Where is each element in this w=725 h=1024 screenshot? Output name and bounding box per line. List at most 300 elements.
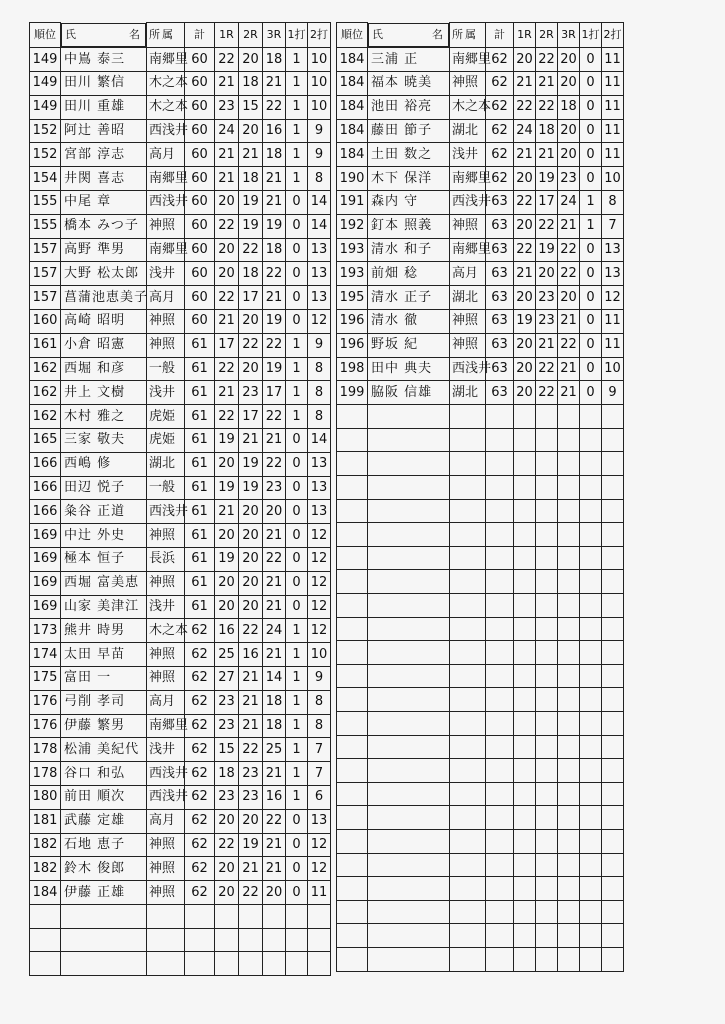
round3-cell: 21 [558, 214, 580, 238]
table-row [337, 238, 624, 262]
tiebreak2-cell: 10 [602, 357, 624, 381]
total-cell: 61 [185, 333, 215, 357]
tiebreak1-cell: 0 [580, 72, 602, 96]
total-cell: 62 [486, 95, 514, 119]
table-row [30, 738, 331, 762]
total-cell: 63 [486, 214, 514, 238]
tiebreak2-cell: 11 [602, 143, 624, 167]
round3-cell: 22 [263, 95, 286, 119]
empty-cell [536, 452, 558, 476]
tiebreak1-cell: 1 [286, 643, 308, 667]
round2-cell: 21 [239, 690, 263, 714]
empty-cell [486, 829, 514, 853]
total-cell: 62 [185, 786, 215, 810]
empty-cell [558, 452, 580, 476]
empty-cell [602, 947, 624, 971]
empty-cell [486, 594, 514, 618]
empty-cell [558, 877, 580, 901]
empty-cell [337, 900, 368, 924]
empty-cell [263, 904, 286, 928]
empty-cell [580, 523, 602, 547]
empty-cell [536, 523, 558, 547]
round2-cell: 16 [239, 643, 263, 667]
tiebreak1-cell: 0 [580, 95, 602, 119]
empty-cell [61, 952, 147, 976]
round2-cell: 22 [239, 881, 263, 905]
round2-cell: 20 [239, 524, 263, 548]
empty-cell [368, 711, 450, 735]
name-cell: 田辺 悦子 [61, 476, 147, 500]
empty-cell [185, 904, 215, 928]
table-row [30, 595, 331, 619]
total-cell: 61 [185, 476, 215, 500]
tiebreak2-cell: 13 [602, 262, 624, 286]
table-row [337, 191, 624, 215]
round1-cell: 20 [514, 214, 536, 238]
table-row [30, 714, 331, 738]
empty-cell [602, 546, 624, 570]
rank-cell: 176 [30, 690, 61, 714]
tiebreak1-cell: 0 [286, 476, 308, 500]
empty-cell [602, 428, 624, 452]
empty-row [337, 664, 624, 688]
total-cell: 63 [486, 191, 514, 215]
empty-cell [450, 877, 486, 901]
club-cell: 木之本 [147, 72, 185, 96]
empty-cell [514, 570, 536, 594]
club-cell: 神照 [450, 214, 486, 238]
rank-cell: 152 [30, 119, 61, 143]
empty-cell [368, 806, 450, 830]
rank-cell: 184 [337, 95, 368, 119]
table-row [337, 310, 624, 334]
tiebreak2-cell: 12 [308, 833, 331, 857]
round2-cell: 21 [536, 143, 558, 167]
tiebreak1-cell: 0 [580, 238, 602, 262]
tiebreak1-cell: 1 [286, 48, 308, 72]
rank-cell: 178 [30, 762, 61, 786]
tiebreak1-cell: 0 [286, 191, 308, 215]
empty-cell [602, 617, 624, 641]
tiebreak1-cell: 0 [580, 357, 602, 381]
round1-cell: 22 [215, 833, 239, 857]
results-table-left [29, 22, 331, 976]
empty-cell [30, 952, 61, 976]
rank-cell: 169 [30, 595, 61, 619]
tiebreak2-cell: 12 [308, 595, 331, 619]
header-r3: 3R [558, 23, 580, 48]
empty-cell [602, 924, 624, 948]
empty-cell [558, 759, 580, 783]
round2-cell: 18 [239, 262, 263, 286]
table-row [337, 333, 624, 357]
empty-cell [368, 476, 450, 500]
tiebreak1-cell: 0 [580, 48, 602, 72]
round3-cell: 20 [558, 48, 580, 72]
rank-cell: 173 [30, 619, 61, 643]
club-cell: 木之本 [450, 95, 486, 119]
club-cell: 南郷里 [450, 238, 486, 262]
empty-cell [486, 759, 514, 783]
total-cell: 60 [185, 214, 215, 238]
round1-cell: 20 [514, 357, 536, 381]
empty-cell [536, 617, 558, 641]
name-cell: 菖蒲池恵美子 [61, 286, 147, 310]
rank-cell: 155 [30, 191, 61, 215]
empty-cell [30, 928, 61, 952]
name-cell: 高崎 昭明 [61, 310, 147, 334]
round1-cell: 20 [215, 262, 239, 286]
table-row [337, 48, 624, 72]
club-cell: 湖北 [450, 119, 486, 143]
empty-cell [580, 664, 602, 688]
club-cell: 長浜 [147, 548, 185, 572]
round3-cell: 24 [558, 191, 580, 215]
name-cell: 弓削 孝司 [61, 690, 147, 714]
empty-cell [514, 853, 536, 877]
tiebreak1-cell: 0 [286, 548, 308, 572]
club-cell: 木之本 [147, 95, 185, 119]
empty-cell [558, 617, 580, 641]
header-tie2: 2打 [308, 23, 331, 48]
name-cell: 井関 喜志 [61, 167, 147, 191]
club-cell: 神照 [147, 310, 185, 334]
table-row [30, 286, 331, 310]
name-cell: 富田 一 [61, 667, 147, 691]
empty-cell [514, 900, 536, 924]
tiebreak2-cell: 8 [308, 690, 331, 714]
empty-cell [337, 829, 368, 853]
round1-cell: 15 [215, 738, 239, 762]
rank-cell: 184 [337, 143, 368, 167]
empty-cell [337, 877, 368, 901]
club-cell: 浅井 [147, 262, 185, 286]
results-sheet [29, 22, 623, 978]
tiebreak1-cell: 1 [286, 690, 308, 714]
empty-cell [486, 405, 514, 429]
empty-row [337, 924, 624, 948]
round3-cell: 24 [263, 619, 286, 643]
empty-cell [558, 594, 580, 618]
name-cell: 福本 暁美 [368, 72, 450, 96]
table-row [30, 238, 331, 262]
name-cell: 池田 裕亮 [368, 95, 450, 119]
tiebreak2-cell: 11 [602, 95, 624, 119]
rank-cell: 192 [337, 214, 368, 238]
club-cell: 南郷里 [450, 48, 486, 72]
rank-cell: 166 [30, 476, 61, 500]
empty-cell [514, 476, 536, 500]
empty-cell [536, 759, 558, 783]
club-cell: 神照 [147, 881, 185, 905]
empty-cell [558, 853, 580, 877]
header-r1: 1R [215, 23, 239, 48]
total-cell: 62 [486, 167, 514, 191]
club-cell: 木之本 [147, 619, 185, 643]
empty-row [337, 735, 624, 759]
rank-cell: 157 [30, 238, 61, 262]
club-cell: 高月 [147, 809, 185, 833]
round1-cell: 20 [514, 286, 536, 310]
round1-cell: 23 [215, 786, 239, 810]
tiebreak2-cell: 13 [308, 238, 331, 262]
table-row [30, 452, 331, 476]
header-tie1: 1打 [286, 23, 308, 48]
empty-cell [368, 877, 450, 901]
total-cell: 63 [486, 238, 514, 262]
empty-cell [514, 546, 536, 570]
empty-cell [536, 829, 558, 853]
tiebreak2-cell: 14 [308, 191, 331, 215]
empty-cell [602, 594, 624, 618]
tiebreak1-cell: 0 [286, 286, 308, 310]
table-row [337, 381, 624, 405]
total-cell: 61 [185, 452, 215, 476]
total-cell: 62 [185, 643, 215, 667]
tiebreak2-cell: 6 [308, 786, 331, 810]
round2-cell: 19 [239, 191, 263, 215]
table-row [337, 357, 624, 381]
round3-cell: 22 [263, 452, 286, 476]
name-cell: 石地 恵子 [61, 833, 147, 857]
empty-cell [580, 641, 602, 665]
empty-cell [602, 853, 624, 877]
table-row [30, 357, 331, 381]
empty-cell [514, 782, 536, 806]
table-row [30, 643, 331, 667]
empty-cell [536, 476, 558, 500]
empty-cell [536, 688, 558, 712]
round2-cell: 21 [239, 714, 263, 738]
tiebreak2-cell: 10 [308, 72, 331, 96]
club-cell: 南郷里 [147, 167, 185, 191]
table-row [30, 548, 331, 572]
round3-cell: 22 [263, 548, 286, 572]
empty-cell [450, 641, 486, 665]
round2-cell: 20 [239, 357, 263, 381]
round3-cell: 20 [558, 72, 580, 96]
empty-row [30, 952, 331, 976]
tiebreak2-cell: 7 [602, 214, 624, 238]
round1-cell: 21 [215, 310, 239, 334]
round2-cell: 17 [536, 191, 558, 215]
tiebreak2-cell: 11 [602, 48, 624, 72]
tiebreak1-cell: 1 [286, 333, 308, 357]
empty-cell [536, 546, 558, 570]
tiebreak2-cell: 13 [308, 262, 331, 286]
empty-row [337, 711, 624, 735]
round2-cell: 18 [536, 119, 558, 143]
empty-cell [536, 594, 558, 618]
empty-cell [514, 523, 536, 547]
round1-cell: 24 [215, 119, 239, 143]
empty-cell [514, 594, 536, 618]
tiebreak1-cell: 0 [286, 881, 308, 905]
tiebreak1-cell: 1 [286, 357, 308, 381]
club-cell: 神照 [147, 643, 185, 667]
total-cell: 60 [185, 238, 215, 262]
round1-cell: 21 [215, 72, 239, 96]
empty-cell [514, 735, 536, 759]
empty-cell [486, 523, 514, 547]
total-cell: 63 [486, 262, 514, 286]
header-total: 計 [185, 23, 215, 48]
round3-cell: 14 [263, 667, 286, 691]
empty-cell [514, 829, 536, 853]
round2-cell: 17 [239, 405, 263, 429]
tiebreak2-cell: 8 [308, 405, 331, 429]
club-cell: 湖北 [147, 452, 185, 476]
tiebreak2-cell: 8 [308, 714, 331, 738]
tiebreak2-cell: 10 [308, 48, 331, 72]
empty-cell [368, 688, 450, 712]
table-row [337, 167, 624, 191]
empty-cell [368, 523, 450, 547]
round3-cell: 21 [263, 833, 286, 857]
round2-cell: 22 [239, 238, 263, 262]
name-cell: 中辻 外史 [61, 524, 147, 548]
empty-cell [602, 570, 624, 594]
tiebreak1-cell: 0 [286, 524, 308, 548]
round3-cell: 20 [263, 881, 286, 905]
round1-cell: 22 [215, 357, 239, 381]
club-cell: 高月 [147, 690, 185, 714]
total-cell: 61 [185, 524, 215, 548]
tiebreak1-cell: 0 [580, 333, 602, 357]
empty-cell [368, 829, 450, 853]
club-cell: 神照 [147, 333, 185, 357]
table-row [337, 214, 624, 238]
tiebreak2-cell: 11 [602, 119, 624, 143]
tiebreak2-cell: 13 [602, 238, 624, 262]
total-cell: 61 [185, 429, 215, 453]
round1-cell: 21 [514, 72, 536, 96]
rank-cell: 149 [30, 72, 61, 96]
round3-cell: 18 [263, 714, 286, 738]
empty-cell [450, 759, 486, 783]
empty-cell [368, 428, 450, 452]
empty-cell [580, 688, 602, 712]
empty-cell [536, 735, 558, 759]
empty-cell [580, 853, 602, 877]
round3-cell: 21 [263, 595, 286, 619]
tiebreak1-cell: 0 [286, 500, 308, 524]
total-cell: 60 [185, 119, 215, 143]
empty-cell [486, 782, 514, 806]
round3-cell: 23 [558, 167, 580, 191]
rank-cell: 178 [30, 738, 61, 762]
tiebreak1-cell: 0 [286, 238, 308, 262]
total-cell: 62 [486, 72, 514, 96]
name-cell: 土田 数之 [368, 143, 450, 167]
name-cell: 橋本 みつ子 [61, 214, 147, 238]
total-cell: 63 [486, 286, 514, 310]
total-cell: 60 [185, 143, 215, 167]
empty-cell [486, 947, 514, 971]
total-cell: 60 [185, 286, 215, 310]
tiebreak2-cell: 14 [308, 214, 331, 238]
empty-cell [536, 782, 558, 806]
empty-cell [558, 546, 580, 570]
empty-cell [368, 664, 450, 688]
round2-cell: 18 [239, 167, 263, 191]
total-cell: 62 [185, 833, 215, 857]
empty-cell [580, 924, 602, 948]
name-cell: 伊藤 正雄 [61, 881, 147, 905]
round2-cell: 21 [239, 857, 263, 881]
empty-cell [239, 928, 263, 952]
empty-cell [486, 735, 514, 759]
empty-cell [308, 928, 331, 952]
table-row [30, 809, 331, 833]
rank-cell: 182 [30, 857, 61, 881]
table-row [30, 191, 331, 215]
name-cell: 太田 早苗 [61, 643, 147, 667]
tiebreak1-cell: 0 [286, 595, 308, 619]
empty-cell [337, 711, 368, 735]
empty-cell [368, 499, 450, 523]
club-cell: 神照 [147, 667, 185, 691]
name-cell: 熊井 時男 [61, 619, 147, 643]
round3-cell: 20 [263, 500, 286, 524]
empty-cell [486, 806, 514, 830]
club-cell: 西浅井 [147, 786, 185, 810]
tiebreak1-cell: 0 [286, 310, 308, 334]
round1-cell: 21 [215, 143, 239, 167]
empty-cell [337, 546, 368, 570]
empty-cell [558, 806, 580, 830]
total-cell: 60 [185, 167, 215, 191]
club-cell: 西浅井 [147, 119, 185, 143]
empty-cell [602, 711, 624, 735]
empty-row [337, 641, 624, 665]
round3-cell: 21 [263, 429, 286, 453]
rank-cell: 161 [30, 333, 61, 357]
empty-cell [368, 759, 450, 783]
empty-cell [450, 594, 486, 618]
name-cell: 前田 順次 [61, 786, 147, 810]
empty-cell [450, 947, 486, 971]
tiebreak1-cell: 0 [286, 429, 308, 453]
empty-cell [558, 782, 580, 806]
empty-row [337, 782, 624, 806]
round3-cell: 16 [263, 786, 286, 810]
empty-row [337, 688, 624, 712]
round2-cell: 22 [536, 95, 558, 119]
total-cell: 61 [185, 405, 215, 429]
name-cell: 伊藤 繁男 [61, 714, 147, 738]
name-cell: 清水 正子 [368, 286, 450, 310]
header-r2: 2R [536, 23, 558, 48]
empty-row [337, 900, 624, 924]
empty-cell [536, 711, 558, 735]
round3-cell: 18 [558, 95, 580, 119]
rank-cell: 195 [337, 286, 368, 310]
empty-cell [602, 523, 624, 547]
tiebreak1-cell: 1 [286, 762, 308, 786]
empty-cell [514, 452, 536, 476]
round2-cell: 22 [536, 214, 558, 238]
round2-cell: 20 [239, 500, 263, 524]
round3-cell: 19 [263, 357, 286, 381]
empty-cell [580, 546, 602, 570]
empty-cell [486, 428, 514, 452]
tiebreak1-cell: 1 [286, 95, 308, 119]
empty-cell [602, 829, 624, 853]
round3-cell: 21 [263, 571, 286, 595]
empty-cell [450, 688, 486, 712]
club-cell: 虎姫 [147, 405, 185, 429]
